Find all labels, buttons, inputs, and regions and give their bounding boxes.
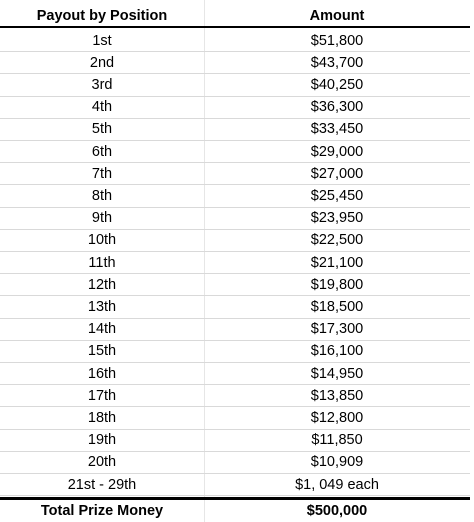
table-row [0, 296, 470, 318]
table-row [0, 119, 470, 141]
table-header-row [0, 6, 470, 28]
amount-cell: $19,800 [310, 276, 364, 293]
position-cell: 1st [92, 32, 112, 49]
header-position: Payout by Position [36, 8, 168, 25]
table-row [0, 185, 470, 207]
table-row [0, 74, 470, 96]
amount-cell: $16,100 [310, 343, 364, 360]
amount-cell: $33,450 [310, 121, 364, 138]
position-cell: 18th [87, 409, 117, 426]
position-cell: 9th [91, 210, 113, 227]
amount-cell: $13,850 [310, 387, 364, 404]
table-row [0, 230, 470, 252]
amount-cell: $43,700 [310, 54, 364, 71]
position-cell: 11th [88, 254, 116, 271]
amount-cell: $36,300 [310, 99, 364, 116]
amount-cell: $51,800 [310, 32, 364, 49]
amount-cell: $40,250 [310, 76, 364, 93]
table-row [0, 163, 470, 185]
amount-cell: $25,450 [310, 187, 364, 204]
position-cell: 12th [87, 276, 117, 293]
table-row [0, 30, 470, 52]
position-cell: 15th [87, 343, 117, 360]
table-row [0, 274, 470, 296]
position-cell: 17th [87, 387, 117, 404]
position-cell: 20th [87, 454, 117, 471]
amount-cell: $12,800 [310, 409, 364, 426]
position-cell: 21st - 29th [67, 476, 137, 493]
amount-cell: $22,500 [310, 232, 364, 249]
amount-cell: $10,909 [310, 454, 364, 471]
table-row [0, 97, 470, 119]
total-row [0, 500, 470, 522]
table-row [0, 407, 470, 429]
amount-cell: $23,950 [310, 210, 364, 227]
table-row [0, 385, 470, 407]
position-cell: 7th [91, 165, 113, 182]
table-row [0, 452, 470, 474]
position-cell: 8th [91, 187, 113, 204]
amount-cell: $29,000 [310, 143, 364, 160]
total-label: Total Prize Money [40, 503, 164, 520]
amount-cell: $11,850 [311, 432, 363, 449]
table-row [0, 141, 470, 163]
table-row [0, 208, 470, 230]
position-cell: 14th [87, 321, 117, 338]
position-cell: 13th [87, 298, 117, 315]
table-row [0, 319, 470, 341]
position-cell: 5th [91, 121, 113, 138]
amount-cell: $14,950 [310, 365, 364, 382]
position-cell: 4th [91, 99, 113, 116]
table-row [0, 430, 470, 452]
position-cell: 6th [91, 143, 113, 160]
amount-cell: $1, 049 each [295, 476, 379, 493]
total-amount: $500,000 [306, 503, 368, 520]
table-row [0, 52, 470, 74]
position-cell: 19th [87, 432, 117, 449]
header-amount: Amount [309, 8, 365, 25]
table-row [0, 474, 470, 496]
amount-cell: $27,000 [310, 165, 364, 182]
position-cell: 16th [87, 365, 117, 382]
amount-cell: $18,500 [310, 298, 364, 315]
table-row [0, 252, 470, 274]
position-cell: 2nd [89, 54, 115, 71]
table-row [0, 341, 470, 363]
amount-cell: $21,100 [310, 254, 364, 271]
amount-cell: $17,300 [310, 321, 364, 338]
position-cell: 10th [87, 232, 117, 249]
table-row [0, 363, 470, 385]
position-cell: 3rd [91, 76, 113, 93]
